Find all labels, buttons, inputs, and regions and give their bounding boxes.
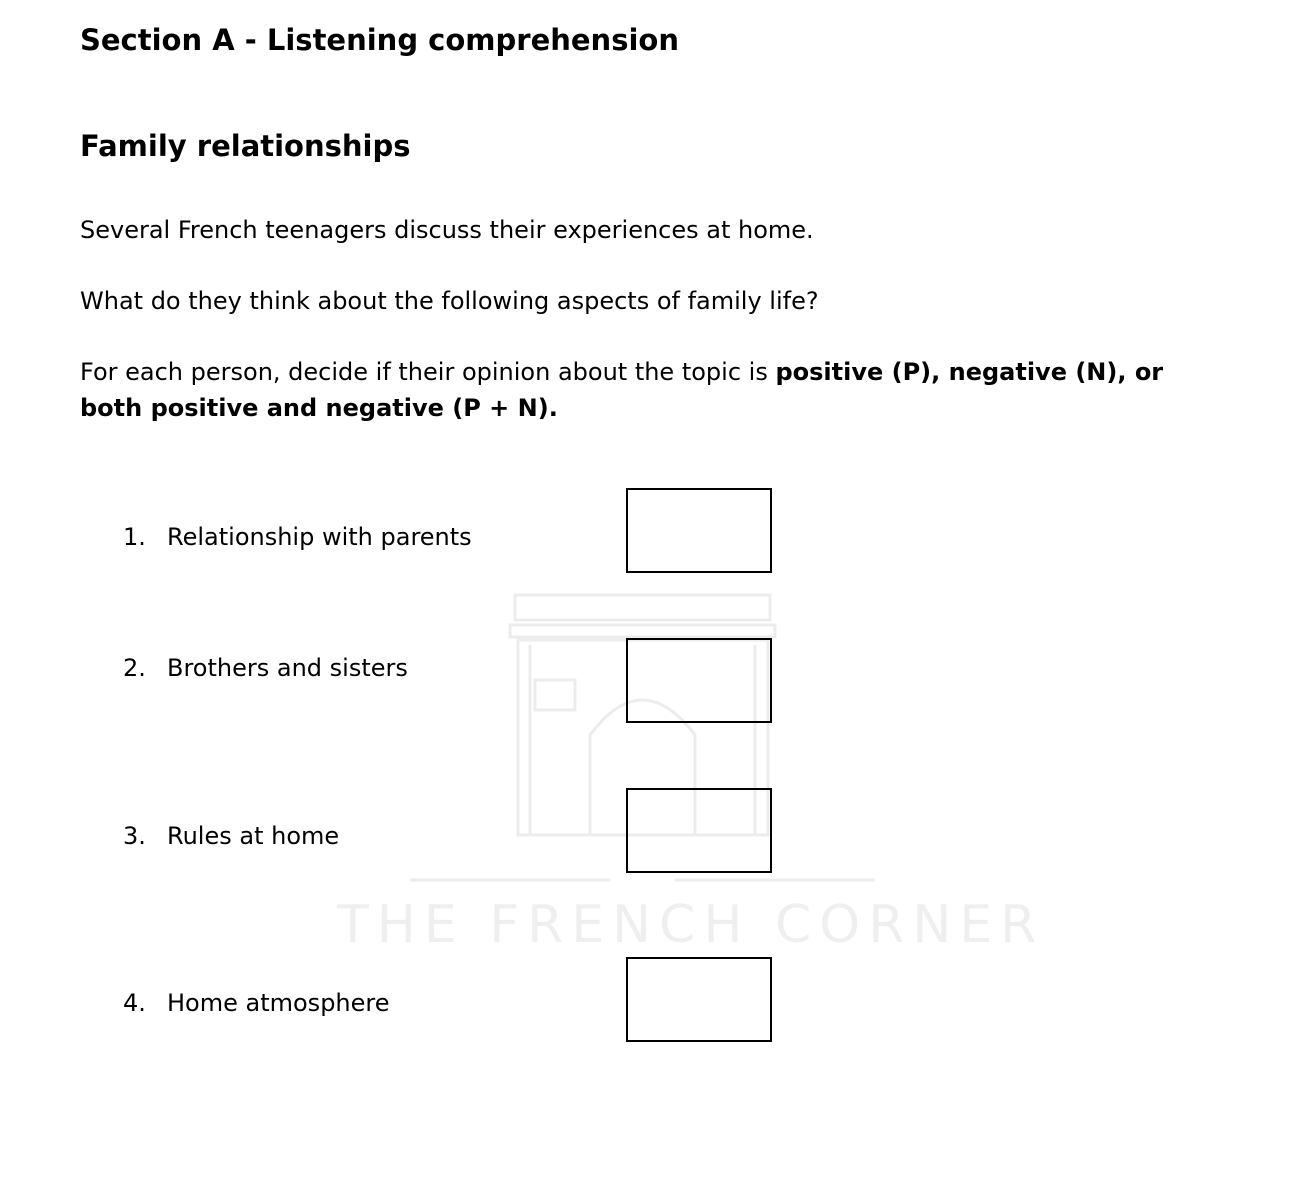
instruction-bold: positive (P), negative (N), or both positive and negative (P + N). [80,358,1164,422]
instruction-plain: For each person, decide if their opinion about the topic is [80,358,776,386]
intro-text: Several French teenagers discuss their experiences at home. [80,216,814,244]
answer-box-2[interactable] [626,638,772,723]
question-number: 3. [123,822,146,850]
question-number: 2. [123,654,146,682]
question-number: 1. [123,523,146,551]
question-prompt: What do they think about the following aspects of family life? [80,287,819,315]
answer-box-4[interactable] [626,957,772,1042]
question-text: Home atmosphere [167,989,390,1017]
question-text: Rules at home [167,822,340,850]
question-number: 4. [123,989,146,1017]
watermark-text: THE FRENCH CORNER [337,895,1045,955]
answer-box-3[interactable] [626,788,772,873]
answer-box-1[interactable] [626,488,772,573]
section-title: Section A - Listening comprehension [80,23,679,57]
topic-title: Family relationships [80,129,411,163]
instruction-text [80,354,1220,426]
question-text: Brothers and sisters [167,654,408,682]
question-text: Relationship with parents [167,523,472,551]
